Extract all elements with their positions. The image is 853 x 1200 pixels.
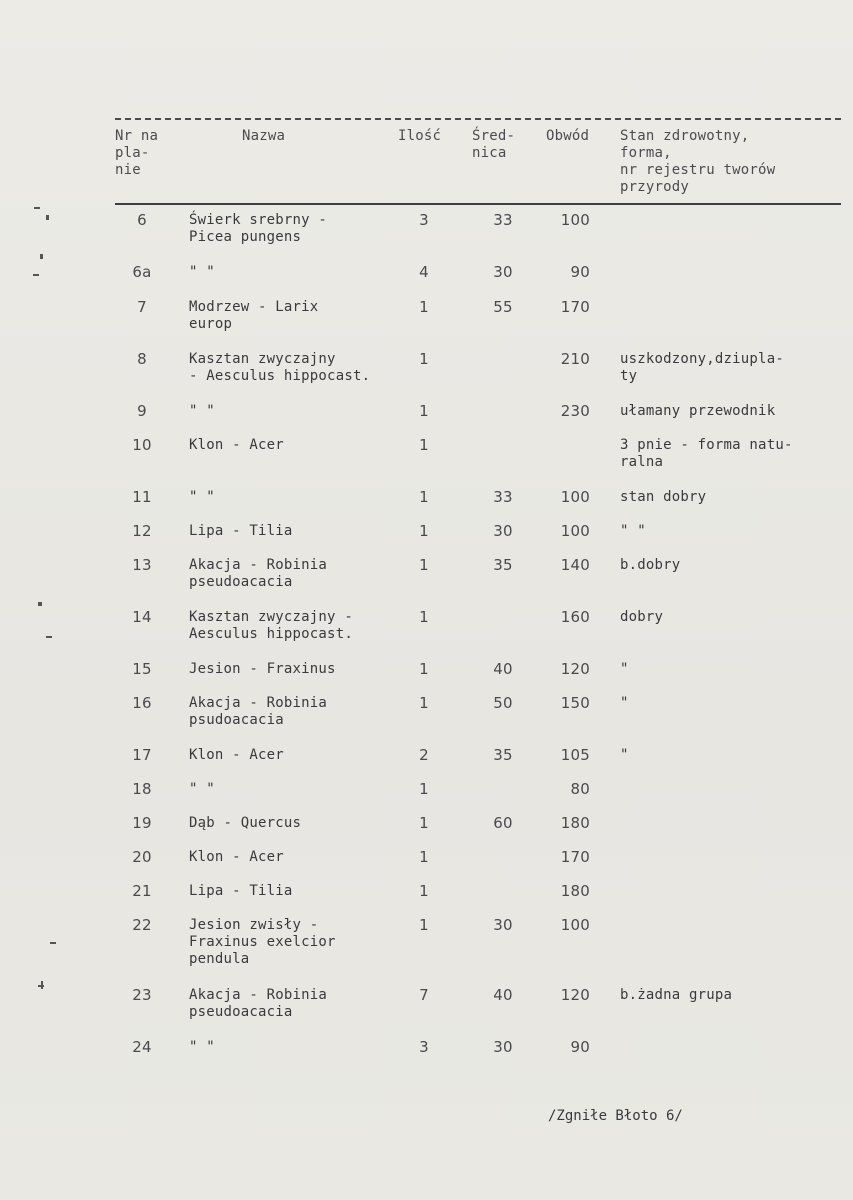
cell-diam: 60	[493, 814, 513, 832]
cell-nr: 6	[137, 211, 147, 229]
cell-name: Akacja - Robinia pseudoacacia	[189, 987, 328, 1020]
header-diameter: Śred- nica	[472, 128, 516, 161]
cell-diam: 30	[493, 263, 513, 281]
cell-qty: 2	[419, 746, 429, 764]
cell-name: Klon - Acer	[189, 747, 284, 763]
cell-nr: 23	[132, 986, 152, 1004]
cell-diam: 50	[493, 694, 513, 712]
cell-qty: 1	[419, 556, 429, 574]
cell-nr: 7	[137, 298, 147, 316]
cell-qty: 1	[419, 916, 429, 934]
cell-qty: 1	[419, 882, 429, 900]
cell-nr: 20	[132, 848, 152, 866]
cell-state: 3 pnie - forma natu- ralna	[620, 437, 793, 470]
cell-diam: 33	[493, 488, 513, 506]
margin-mark	[50, 942, 56, 944]
margin-mark	[33, 274, 39, 276]
cell-nr: 6a	[132, 263, 152, 281]
cell-qty: 1	[419, 350, 429, 368]
cell-name: " "	[189, 403, 215, 419]
margin-mark	[40, 254, 43, 259]
cell-name: Klon - Acer	[189, 437, 284, 453]
header-nr: Nr na pla- nie	[115, 128, 159, 178]
cell-nr: 15	[132, 660, 152, 678]
cell-name: Jesion - Fraxinus	[189, 661, 336, 677]
cell-diam: 40	[493, 986, 513, 1004]
cell-nr: 17	[132, 746, 152, 764]
cell-name: " "	[189, 489, 215, 505]
cell-state: "	[620, 661, 629, 677]
cell-circ: 100	[560, 522, 590, 540]
cell-circ: 100	[560, 488, 590, 506]
footer-location: /Zgniłe Błoto 6/	[548, 1108, 683, 1124]
header-state: Stan zdrowotny, forma, nr rejestru tworów przyrody	[620, 128, 776, 195]
cell-qty: 1	[419, 298, 429, 316]
cell-circ: 100	[560, 916, 590, 934]
cell-state: stan dobry	[620, 489, 707, 505]
cell-qty: 7	[419, 986, 429, 1004]
cell-circ: 170	[560, 298, 590, 316]
cell-diam: 35	[493, 556, 513, 574]
cell-name: " "	[189, 264, 215, 280]
cell-qty: 1	[419, 660, 429, 678]
cell-name: Świerk srebrny - Picea pungens	[189, 212, 328, 245]
cell-name: " "	[189, 1039, 215, 1055]
cell-circ: 120	[560, 660, 590, 678]
cell-state: "	[620, 695, 629, 711]
cell-circ: 80	[570, 780, 590, 798]
cell-circ: 120	[560, 986, 590, 1004]
margin-mark	[46, 215, 49, 220]
cell-name: Kasztan zwyczajny - Aesculus hippocast.	[189, 351, 371, 384]
margin-mark	[46, 636, 52, 638]
header-bottom-rule	[115, 203, 841, 205]
cell-diam: 33	[493, 211, 513, 229]
cell-nr: 12	[132, 522, 152, 540]
cell-name: Klon - Acer	[189, 849, 284, 865]
cell-name: Akacja - Robinia psudoacacia	[189, 695, 328, 728]
cell-name: Lipa - Tilia	[189, 523, 293, 539]
cell-diam: 30	[493, 1038, 513, 1056]
cell-name: " "	[189, 781, 215, 797]
cell-nr: 21	[132, 882, 152, 900]
cell-circ: 160	[560, 608, 590, 626]
cell-qty: 1	[419, 488, 429, 506]
cell-diam: 30	[493, 522, 513, 540]
cell-nr: 22	[132, 916, 152, 934]
header-qty: Ilość	[398, 128, 442, 144]
cell-name: Dąb - Quercus	[189, 815, 302, 831]
cell-qty: 3	[419, 211, 429, 229]
cell-nr: 13	[132, 556, 152, 574]
margin-mark	[38, 602, 42, 606]
cell-qty: 1	[419, 848, 429, 866]
cell-qty: 1	[419, 814, 429, 832]
cell-name: Modrzew - Larix europ	[189, 299, 319, 332]
cell-diam: 30	[493, 916, 513, 934]
cell-state: " "	[620, 523, 646, 539]
cell-qty: 1	[419, 780, 429, 798]
cell-nr: 10	[132, 436, 152, 454]
cell-circ: 140	[560, 556, 590, 574]
cell-state: dobry	[620, 609, 664, 625]
cell-state: uszkodzony,dziupla- ty	[620, 351, 784, 384]
cell-nr: 9	[137, 402, 147, 420]
header-name: Nazwa	[242, 128, 286, 144]
cell-qty: 1	[419, 402, 429, 420]
cell-nr: 8	[137, 350, 147, 368]
cell-name: Jesion zwisły - Fraxinus exelcior pendula	[189, 917, 336, 967]
margin-mark	[41, 981, 43, 989]
cell-diam: 40	[493, 660, 513, 678]
cell-state: b.żadna grupa	[620, 987, 733, 1003]
cell-name: Lipa - Tilia	[189, 883, 293, 899]
cell-qty: 1	[419, 522, 429, 540]
cell-circ: 180	[560, 882, 590, 900]
cell-qty: 4	[419, 263, 429, 281]
cell-nr: 14	[132, 608, 152, 626]
cell-name: Kasztan zwyczajny - Aesculus hippocast.	[189, 609, 353, 642]
cell-qty: 1	[419, 436, 429, 454]
cell-nr: 18	[132, 780, 152, 798]
cell-circ: 170	[560, 848, 590, 866]
margin-mark	[34, 207, 40, 209]
header-circumference: Obwód	[546, 128, 590, 144]
cell-nr: 11	[132, 488, 152, 506]
cell-circ: 105	[560, 746, 590, 764]
cell-circ: 90	[570, 263, 590, 281]
cell-circ: 90	[570, 1038, 590, 1056]
cell-circ: 210	[560, 350, 590, 368]
cell-circ: 230	[560, 402, 590, 420]
cell-nr: 16	[132, 694, 152, 712]
cell-diam: 55	[493, 298, 513, 316]
cell-nr: 19	[132, 814, 152, 832]
cell-qty: 1	[419, 608, 429, 626]
cell-nr: 24	[132, 1038, 152, 1056]
header-top-rule	[115, 118, 841, 120]
cell-qty: 3	[419, 1038, 429, 1056]
cell-name: Akacja - Robinia pseudoacacia	[189, 557, 328, 590]
cell-circ: 100	[560, 211, 590, 229]
cell-state: b.dobry	[620, 557, 681, 573]
cell-state: ułamany przewodnik	[620, 403, 776, 419]
cell-diam: 35	[493, 746, 513, 764]
cell-circ: 150	[560, 694, 590, 712]
cell-circ: 180	[560, 814, 590, 832]
cell-state: "	[620, 747, 629, 763]
cell-qty: 1	[419, 694, 429, 712]
